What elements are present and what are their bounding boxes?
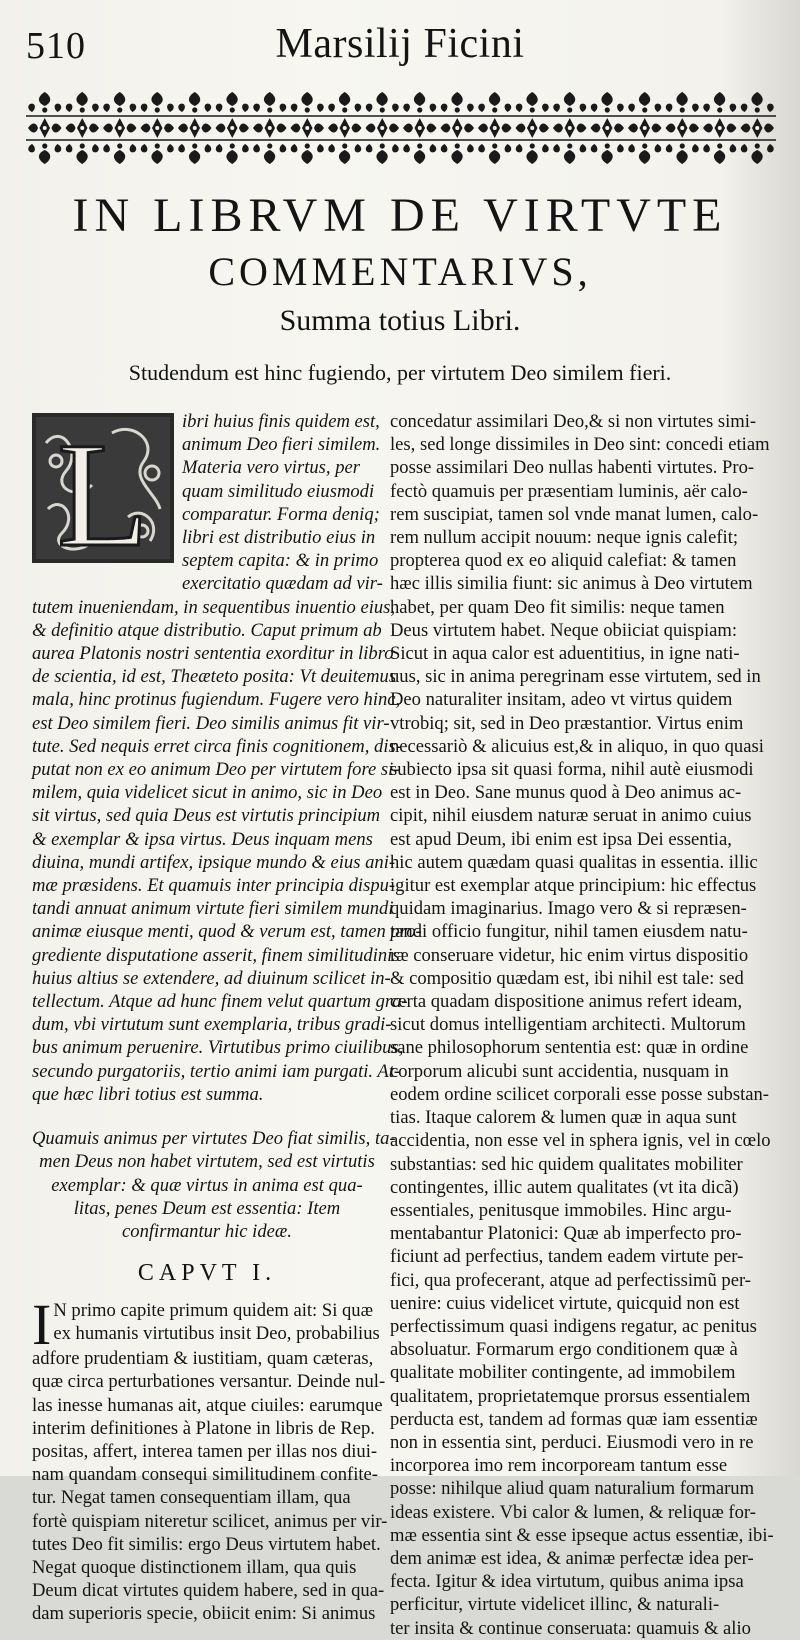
- text-line: corporum alicubi sunt accidentia, nusquam in: [390, 1060, 729, 1082]
- intro-block: [32, 596, 422, 1106]
- text-line: les, sed longe dissimiles in Deo sint: concedi etiam: [390, 434, 770, 456]
- text-line: igitur est exemplar atque principium: hic effectus: [390, 875, 757, 897]
- text-line: tias. Itaque calorem & lumen quæ in aqua sunt: [390, 1107, 737, 1129]
- text-line: tur. Negat tamen consequentiam illam, qua: [32, 1487, 351, 1509]
- text-line: non in essentia sint, perduci. Eiusmodi vero in re: [390, 1431, 754, 1453]
- text-line: ficiunt ad perfectius, tandem eadem virtute per-: [390, 1246, 744, 1268]
- text-line: bus animum peruenire. Virtutibus primo ciuilibus,: [32, 1037, 404, 1059]
- text-line: & compositio quædam est, ibi nihil est tale: sed: [390, 967, 744, 989]
- text-line: tellectum. Atque ad hunc finem velut quartum gra-: [32, 991, 408, 1013]
- text-line: ex humanis virtutibus insit Deo, probabilius: [53, 1323, 380, 1345]
- text-line: mæ essentia sint & esse ipseque actus essentiæ, ibi-: [390, 1524, 774, 1546]
- text-line: animum Deo fieri similem.: [182, 434, 381, 456]
- text-line: positas, affert, interea tamen per illas nos diui-: [32, 1440, 378, 1462]
- text-line: Materia vero virtus, per: [182, 457, 360, 479]
- text-line: fici, qua profecerant, atque ad perfectissimũ per-: [390, 1269, 751, 1291]
- text-line: fortè quispiam niteretur scilicet, animus per vir-: [32, 1510, 388, 1532]
- ornament-band-icon: [26, 88, 776, 168]
- text-line: ræ conseruare videtur, hic enim virtus dispositio: [390, 944, 749, 966]
- text-line: vtrobiq; sit, sed in Deo præstantior. Virtus enim: [390, 712, 744, 734]
- text-line: milem, quia videlicet sicut in animo, sic in Deo: [32, 782, 383, 804]
- text-line: uus, sic in anima peregrinam esse virtutem, sed in: [390, 666, 761, 688]
- text-line: certa quadam dispositione animus refert ideam,: [390, 991, 743, 1013]
- text-line: mala, hinc protinus fugiendum. Fugere vero hinc,: [32, 689, 401, 711]
- text-line: quæ circa perturbationes versantur. Deinde nul-: [32, 1371, 386, 1393]
- text-line: septem capita: & in primo: [182, 550, 379, 572]
- page-number: 510: [26, 25, 86, 67]
- text-line: putat non ex eo animum Deo per virtutem fore si-: [32, 759, 400, 781]
- text-line: de scientia, id est, Theæteto posita: Vt deuitemus: [32, 666, 397, 688]
- text-line: que hæc libri totius est summa.: [32, 1083, 264, 1105]
- text-line: perfectissimum quasi indigens regatur, ac penitus: [390, 1315, 757, 1337]
- text-line: hæc illis similia fiunt: sic animus à Deo virtutem: [390, 573, 753, 595]
- text-line: necessariò & alicuius est,& in aliquo, in quo quasi: [390, 735, 764, 757]
- text-line: comparatur. Forma deniq;: [182, 503, 380, 525]
- text-line: substantias: sed hic quidem qualitates mobiliter: [390, 1153, 743, 1175]
- text-line: sit virtus, sed quia Deus est virtutis principium: [32, 805, 381, 827]
- text-line: contingentes, illic autem qualitates (vt ita dicã): [390, 1176, 739, 1198]
- text-line: diuina, mundi artifex, ipsique mundo & eius ani-: [32, 851, 396, 873]
- text-line: Negat quoque distinctionem illam, qua quis: [32, 1556, 357, 1578]
- text-line: concedatur assimilari Deo,& si non virtutes simi-: [390, 411, 757, 432]
- text-line: interim definitiones à Platone in libris de Rep.: [32, 1417, 375, 1439]
- text-line: subiecto ipsa sit quasi forma, nihil autè eiusmodi: [390, 759, 754, 781]
- text-line: perducta est, tandem ad formas quæ iam essentiæ: [390, 1408, 758, 1430]
- text-line: tutem inueniendam, in sequentibus inuentio eius,: [32, 596, 396, 618]
- intro-indented-block: [32, 410, 382, 596]
- text-line: confirmantur hic ideæ.: [122, 1220, 292, 1242]
- left-column: [32, 410, 422, 1626]
- text-line: las inesse humanas ait, atque ciuiles: earumque: [32, 1394, 383, 1416]
- text-line: sane philosophorum sententia est: quæ in ordine: [390, 1037, 749, 1059]
- running-header: [0, 18, 800, 68]
- text-line: habet, per quam Deo fit similis: neque tamen: [390, 596, 725, 618]
- text-line: grediente disputatione asserit, finem similitudinis: [32, 944, 400, 966]
- text-line: Deus virtutem habet. Neque obiiciat quispiam:: [390, 619, 737, 641]
- text-line: est Deo similem fieri. Deo similis animus fit vir-: [32, 712, 390, 734]
- text-line: mentabantur Platonici: Quæ ab imperfecto pro-: [390, 1223, 742, 1245]
- text-line: exercitatio quædam ad vir-: [182, 573, 383, 595]
- text-line: rem nullum accipit nouum: neque ignis calefit;: [390, 527, 739, 549]
- text-line: fecta. Igitur & idea virtutum, quibus anima ipsa: [390, 1571, 744, 1593]
- text-line: tandi officio fungitur, nihil tamen eiusdem natu-: [390, 921, 748, 943]
- text-line: dum, vbi virtutum sunt exemplaria, tribus gradi-: [32, 1014, 392, 1036]
- text-line: Quamuis animus per virtutes Deo fiat similis, ta-: [32, 1128, 396, 1150]
- text-line: litas, penes Deum est essentia: Item: [73, 1197, 341, 1219]
- text-line: posse assimilari Deo nullas habenti virtutes. Pro-: [390, 457, 755, 479]
- text-line: mæ præsidens. Et quamuis inter principia dispu-: [32, 875, 396, 897]
- text-line: animæ eiusque menti, quod & verum est, tamen pro-: [32, 921, 422, 943]
- text-line: cipit, nihil eiusdem naturæ seruat in animo cuius: [390, 805, 752, 827]
- text-line: Deo naturaliter insitam, adeo vt virtus quidem: [390, 689, 733, 711]
- text-line: secundo purgatoriis, tertio animi iam purgati. At-: [32, 1060, 401, 1082]
- text-line: uenire: cuius videlicet virtute, quicquid non est: [390, 1292, 740, 1314]
- text-line: & definitio atque distributio. Caput primum ab: [32, 619, 382, 641]
- text-line: quam similitudo eiusmodi: [182, 480, 375, 502]
- text-line: est apud Deum, ibi enim est ipsa Dei essentia,: [390, 828, 732, 850]
- text-line: aurea Platonis nostri sententia exorditur in libro: [32, 643, 394, 665]
- text-line: fectò quamuis per præsentiam luminis, aër calo-: [390, 480, 748, 502]
- text-line: tutes Deo fit similis: ergo Deus virtutem habet.: [32, 1533, 381, 1555]
- text-line: essentiales, penitusque immobiles. Hinc argu-: [390, 1199, 732, 1221]
- text-line: est in Deo. Sane munus quod à Deo animus ac-: [390, 782, 742, 804]
- summary-line: Studendum est hinc fugiendo, per virtutem Deo similem fieri.: [128, 360, 672, 385]
- text-line: absoluatur. Formarum ergo conditionem quæ à: [390, 1339, 738, 1361]
- chapter-argument: [32, 1127, 396, 1243]
- right-column: [390, 410, 775, 1640]
- text-line: exemplar: & quæ virtus in anima est qua-: [51, 1174, 363, 1196]
- title-line-1: IN LIBRVM DE VIRTVTE: [72, 189, 728, 242]
- text-line: hic autem quædam quasi qualitas in essentia. illic: [390, 851, 758, 873]
- dropcap-letter: L: [57, 412, 149, 578]
- text-line: Deum dicat virtutes quidem habere, sed in qua-: [32, 1580, 385, 1602]
- text-line: quidam imaginarius. Imago vero & si repræsen-: [390, 898, 747, 920]
- running-title: Marsilij Ficini: [275, 21, 525, 67]
- text-line: dem animæ est idea, & animæ perfectæ idea per-: [390, 1547, 754, 1569]
- text-line: posse: nihilque aliud quam naturalium formarum: [390, 1478, 755, 1500]
- text-line: rem suscipiat, tamen sol vnde manat lumen, calo-: [390, 503, 759, 525]
- text-line: huius altius se extendere, ad diuinum scilicet in-: [32, 967, 391, 989]
- chapter-initial: I: [32, 1292, 52, 1358]
- text-line: Sicut in aqua calor est aduentitius, in igne nati-: [390, 643, 740, 665]
- text-line: sicut domus intelligentiam architecti. Multorum: [390, 1014, 746, 1036]
- text-line: libri est distributio eius in: [182, 527, 376, 549]
- text-line: ter insita & continue conseruata: quamuis & alio: [390, 1617, 751, 1639]
- text-line: adfore prudentiam & iustitiam, quam cæteras,: [32, 1348, 374, 1370]
- text-line: tandi annuat animum virtute fieri similem mundi: [32, 898, 394, 920]
- text-line: N primo capite primum quidem ait: Si quæ: [53, 1300, 373, 1322]
- text-line: qualitate mobiliter contingente, ad immobilem: [390, 1362, 736, 1384]
- text-line: ideas existere. Vbi calor & lumen, & reliquæ for-: [390, 1501, 756, 1523]
- text-line: incorporea imo rem incorpoream tantum esse: [390, 1455, 728, 1477]
- text-line: perficitur, virtute videlicet illinc, & naturali-: [390, 1594, 720, 1616]
- text-line: & exemplar & ipsa virtus. Deus inquam mens: [32, 828, 373, 850]
- title-line-2: COMMENTARIVS,: [208, 249, 592, 294]
- text-line: tute. Sed nequis erret circa finis cognitionem, dis-: [32, 735, 402, 757]
- text-line: accidentia, non esse vel in sphera ignis, vel in cœlo: [390, 1130, 771, 1152]
- text-line: men Deus non habet virtutem, sed est virtutis: [39, 1151, 375, 1173]
- text-line: eodem ordine scilicet corporali esse posse substan-: [390, 1083, 769, 1105]
- text-line: dam superioris specie, obiicit enim: Si animus: [32, 1603, 376, 1625]
- text-line: qualitatem, proprietatemque prorsus essentialem: [390, 1385, 751, 1407]
- text-line: ibri huius finis quidem est,: [182, 411, 380, 432]
- chapter-heading: CAPVT I.: [137, 1260, 277, 1287]
- chapter-text: [32, 1292, 388, 1625]
- title-line-3: Summa totius Libri.: [279, 304, 521, 337]
- text-line: propterea quod ex eo aliquid calefiat: & tamen: [390, 550, 737, 572]
- text-line: nam quandam consequi similitudinem confite-: [32, 1464, 378, 1486]
